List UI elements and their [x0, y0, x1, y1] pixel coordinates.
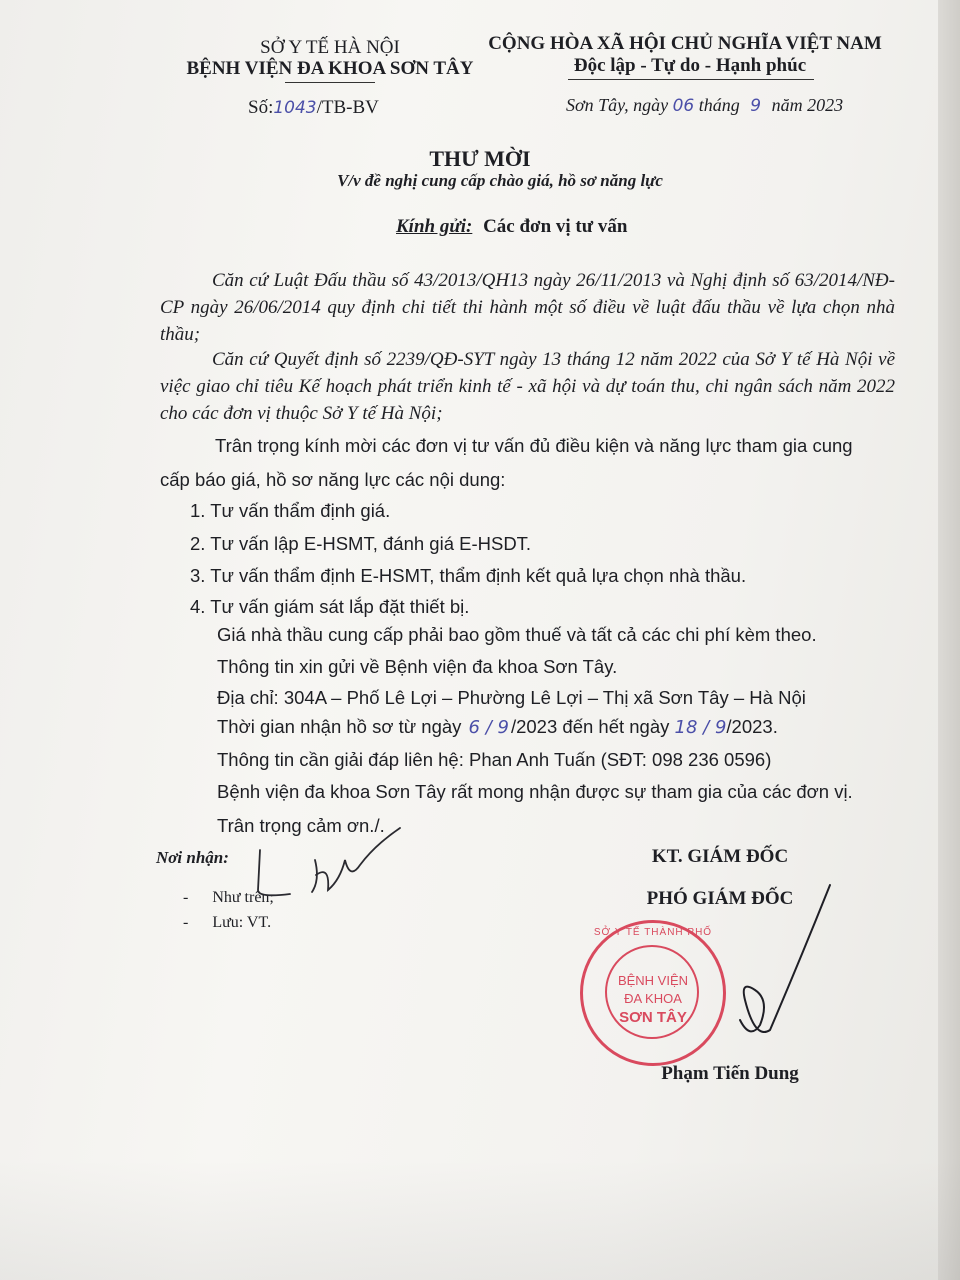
recipients-label: Nơi nhận:: [156, 848, 229, 867]
invitation-line-2: cấp báo giá, hồ sơ năng lực các nội dung:: [160, 469, 506, 490]
header-rule: [285, 82, 375, 83]
note-hope: Bệnh viện đa khoa Sơn Tây rất mong nhận được sự tham gia của các đơn vị.: [217, 781, 853, 802]
signature-scribble: [700, 880, 840, 1050]
time-from: 6 / 9: [468, 717, 509, 738]
signature-role-2: PHÓ GIÁM ĐỐC: [646, 888, 794, 909]
seal-ring-text: SỞ Y TẾ THÀNH PHỐ: [593, 927, 713, 938]
nation-motto: Độc lập - Tự do - Hạnh phúc: [573, 55, 807, 76]
header-hospital: BỆNH VIỆN ĐA KHOA SƠN TÂY: [186, 58, 474, 79]
date-place: Sơn Tây, ngày: [566, 95, 669, 115]
paper-shadow: [0, 1160, 960, 1280]
nation-title: CỘNG HÒA XÃ HỘI CHỦ NGHĨA VIỆT NAM: [488, 33, 882, 54]
paragraph-legal-basis-2: Căn cứ Quyết định số 2239/QĐ-SYT ngày 13 tháng 12 năm 2022 của Sở Y tế Hà Nội về việc giao chỉ tiêu Kế hoạch phát triển kinh tế - xã hội và dự toán thu, chi ngân sách năm 2022 cho các đơn vị thuộc Sở Y tế Hà Nội;: [160, 349, 895, 424]
list-item: 3. Tư vấn thẩm định E-HSMT, thẩm định kết quả lựa chọn nhà thầu.: [190, 565, 747, 586]
greeting-line: [396, 216, 627, 238]
greeting-recipient: Các đơn vị tư vấn: [483, 216, 628, 237]
recipient-item: - Lưu: VT.: [183, 914, 272, 931]
signature-role-1: KT. GIÁM ĐỐC: [651, 846, 789, 867]
note-contact: Thông tin cần giải đáp liên hệ: Phan Anh Tuấn (SĐT: 098 236 0596): [217, 749, 772, 770]
recipient-item: - Như trên;: [183, 889, 274, 906]
seal-line-3: SƠN TÂY: [619, 1009, 687, 1026]
letter-subject: V/v đề nghị cung cấp chào giá, hồ sơ năng lực: [337, 171, 663, 190]
number-handwritten: 1043: [273, 98, 317, 118]
time-prefix: Thời gian nhận hồ sơ từ ngày: [217, 716, 462, 737]
letter-title: THƯ MỜI: [429, 146, 531, 171]
note-send: Thông tin xin gửi về Bệnh viện đa khoa Sơn Tây.: [217, 656, 618, 677]
note-thanks: Trân trọng cảm ơn./.: [217, 815, 385, 836]
seal-line-1: BỆNH VIỆN: [617, 973, 689, 988]
time-suffix: /2023.: [726, 716, 778, 737]
greeting-label: Kính gửi:: [396, 216, 473, 237]
date-line: [566, 95, 843, 116]
paragraph-legal-basis-1: Căn cứ Luật Đấu thầu số 43/2013/QH13 ngày 26/11/2013 và Nghị định số 63/2014/NĐ-CP ngày 26/06/2014 quy định chi tiết thi hành một số điều về luật đấu thầu về lựa chọn nhà thầu;: [160, 270, 895, 345]
initial-scribble: [250, 820, 420, 910]
invitation-line-1: Trân trọng kính mời các đơn vị tư vấn đủ điều kiện và năng lực tham gia cung: [215, 435, 853, 456]
paper-edge: [938, 0, 960, 1280]
motto-rule: [568, 79, 814, 80]
note-price: Giá nhà thầu cung cấp phải bao gồm thuế và tất cả các chi phí kèm theo.: [217, 624, 817, 645]
list-item: 4. Tư vấn giám sát lắp đặt thiết bị.: [190, 596, 470, 617]
signer-name: Phạm Tiến Dung: [661, 1063, 799, 1084]
list-item: 2. Tư vấn lập E-HSMT, đánh giá E-HSDT.: [190, 533, 532, 554]
number-prefix: Số:: [248, 97, 274, 118]
note-address: Địa chỉ: 304A – Phố Lê Lợi – Phường Lê Lợi – Thị xã Sơn Tây – Hà Nội: [217, 687, 806, 708]
number-suffix: /TB-BV: [316, 97, 379, 118]
seal-line-2: ĐA KHOA: [624, 991, 682, 1006]
date-month: 9: [750, 96, 762, 116]
date-month-label: tháng: [698, 95, 740, 115]
document-number: [248, 97, 379, 119]
time-mid: /2023 đến hết ngày: [510, 716, 670, 737]
list-item: 1. Tư vấn thẩm định giá.: [190, 500, 391, 521]
date-year: năm 2023: [771, 95, 844, 115]
date-day: 06: [672, 96, 695, 116]
header-agency: SỞ Y TẾ HÀ NỘI: [260, 37, 400, 58]
note-time: [217, 716, 778, 738]
time-to: 18 / 9: [674, 717, 727, 738]
